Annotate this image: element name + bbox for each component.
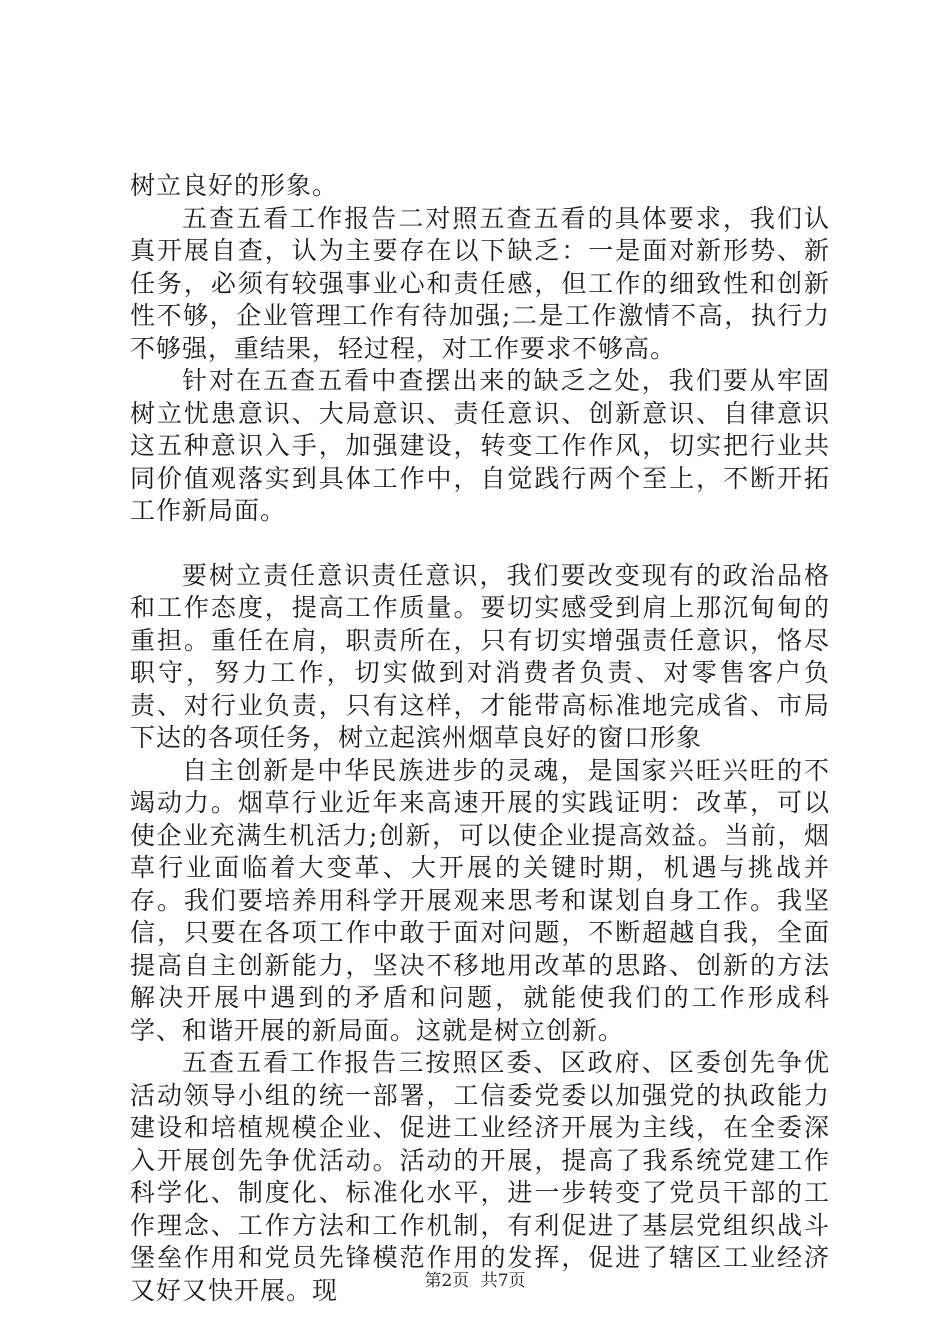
page-footer xyxy=(0,1266,950,1291)
paragraph-shortcomings: 针对在五查五看中查摆出来的缺乏之处，我们要从牢固树立忧患意识、大局意识、责任意识、创新意识、自律意识这五种意识入手，加强建设，转变工作作风，切实把行业共同价值观落实到具体工作中，自觉践行两个至上，不断开拓工作新局面。 xyxy=(130,366,830,525)
document-body xyxy=(130,170,830,1307)
paragraph-report-three: 五查五看工作报告三按照区委、区政府、区委创先争优活动领导小组的统一部署，工信委党委以加强党的执政能力建设和培植规模企业、促进工业经济开展为主线，在全委深入开展创先争优活动。活动的开展，提高了我系统党建工作科学化、制度化、标准化水平，进一步转变了党员干部的工作理念、工作方法和工作机制，有利促进了基层党组织战斗堡垒作用和党员先锋模范作用的发挥，促进了辖区工业经济又好又快开展。现 xyxy=(130,1048,830,1305)
page-total: 共7页 xyxy=(480,1271,526,1291)
paragraph-innovation: 自主创新是中华民族进步的灵魂，是国家兴旺兴旺的不竭动力。烟草行业近年来高速开展的实践证明：改革，可以使企业充满生机活力;创新，可以使企业提高效益。当前，烟草行业面临着大变革、大开展的关键时期，机遇与挑战并存。我们要培养用科学开展观来思考和谋划自身工作。我坚信，只要在各项工作中敢于面对问题，不断超越自我，全面提高自主创新能力，坚决不移地用改革的思路、创新的方法解决开展中遇到的矛盾和问题，就能使我们的工作形成科学、和谐开展的新局面。这就是树立创新。 xyxy=(130,755,830,1045)
paragraph-responsibility: 要树立责任意识责任意识，我们要改变现有的政治品格和工作态度，提高工作质量。要切实感受到肩上那沉甸甸的重担。重任在肩，职责所在，只有切实增强责任意识，恪尽职守，努力工作，切实做到对消费者负责、对零售客户负责、对行业负责，只有这样，才能带高标准地完成省、市局下达的各项任务，树立起滨州烟草良好的窗口形象 xyxy=(130,560,830,752)
page-number: 第2页 xyxy=(424,1271,470,1291)
paragraph-report-two: 五查五看工作报告二对照五查五看的具体要求，我们认真开展自查，认为主要存在以下缺乏：一是面对新形势、新任务，必须有较强事业心和责任感，但工作的细致性和创新性不够，企业管理工作有待加强;二是工作激情不高，执行力不够强，重结果，轻过程，对工作要求不够高。 xyxy=(130,203,830,363)
paragraph-continuation: 树立良好的形象。 xyxy=(130,171,339,200)
